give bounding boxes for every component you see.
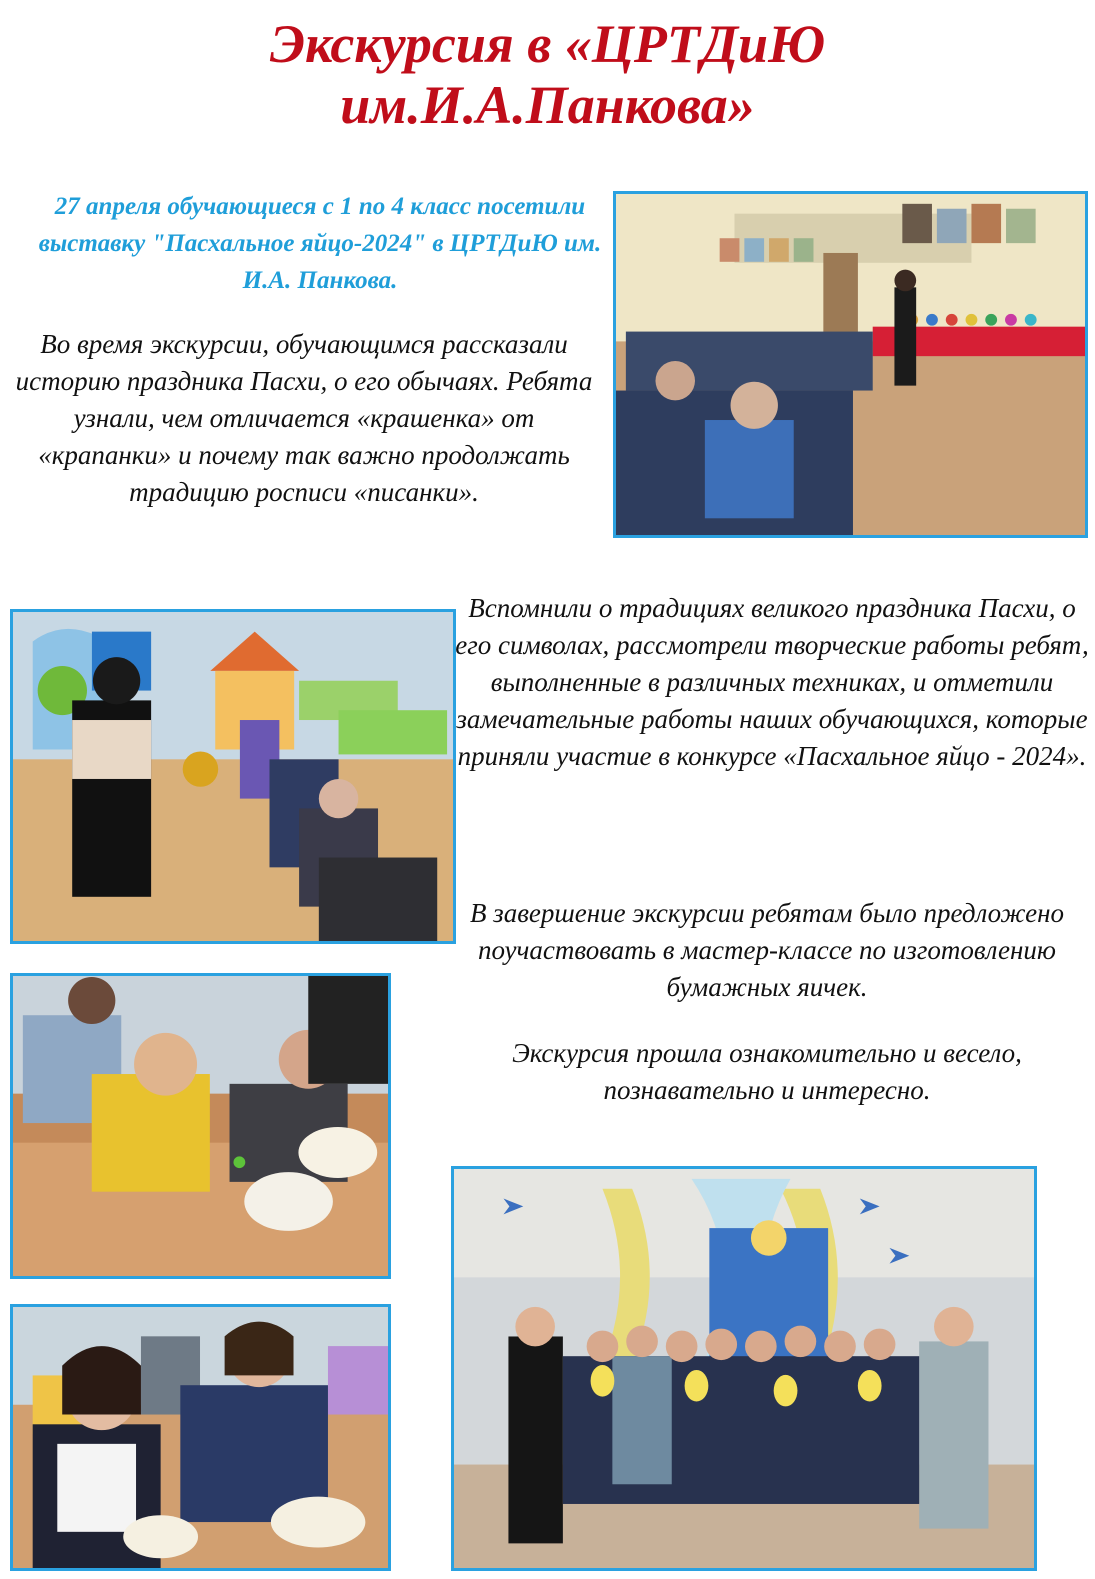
photo-crafting-desk: [10, 973, 391, 1279]
paragraph-history: Во время экскурсии, обучающимся рассказали историю праздника Пасхи, о его обычаях. Ребята узнали, чем отличается «крашенка» от «крапанки» и почему так важно продолжать традицию росписи «писанки».: [15, 329, 593, 507]
title-line-1: Экскурсия в «ЦРТДиЮ: [269, 14, 826, 74]
title-line-2: им.И.А.Панкова»: [340, 75, 755, 135]
paragraph-master-class: В завершение экскурсии ребятам было предложено поучаствовать в мастер-классе по изготовлению бумажных яичек.: [469, 898, 1065, 1002]
paragraph-conclusion: Экскурсия прошла ознакомительно и весело, познавательно и интересно.: [512, 1038, 1022, 1105]
photo-gluing-desk: [10, 1304, 391, 1571]
photo-exhibition-hall: [613, 191, 1088, 538]
photo-children-teacher: [10, 609, 456, 944]
photo-group: [451, 1166, 1037, 1571]
paragraph-traditions: Вспомнили о традициях великого праздника Пасхи, о его символах, рассмотрели творческие работы ребят, выполненные в различных техниках, и отметили замечательные работы наших обучающихся, которые приняли участие в конкурсе «Пасхальное яйцо - 2024».: [455, 593, 1089, 771]
page-title: [0, 14, 1095, 136]
lead-paragraph: 27 апреля обучающиеся с 1 по 4 класс посетили выставку "Пасхальное яйцо-2024" в ЦРТДиЮ им. И.А. Панкова.: [38, 193, 602, 294]
